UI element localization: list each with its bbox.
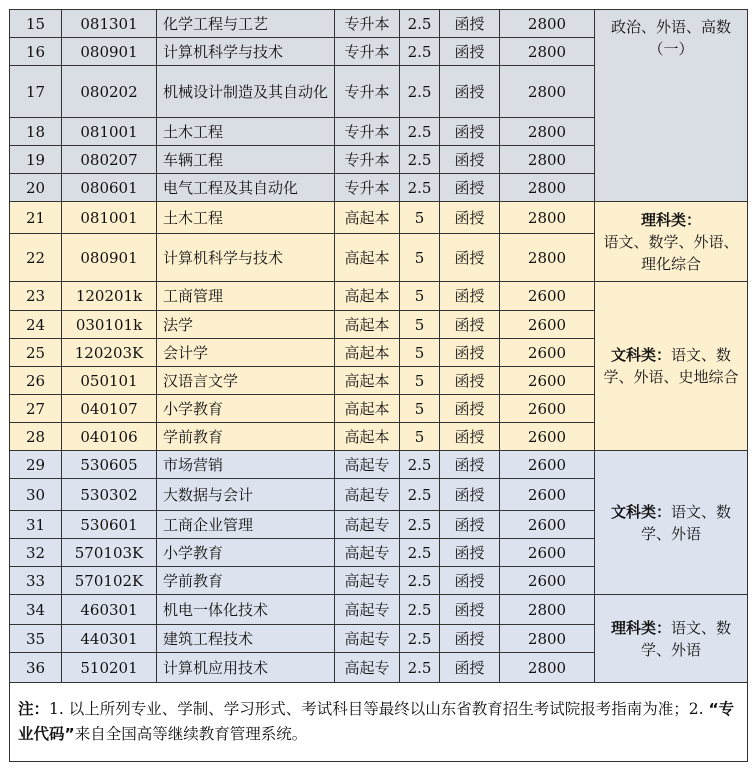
major-name-cell: 计算机科学与技术 <box>157 234 335 282</box>
major-code-cell: 530605 <box>62 451 157 479</box>
study-mode-cell: 函授 <box>440 395 500 423</box>
duration-cell: 2.5 <box>400 10 440 38</box>
tuition-cell: 2800 <box>500 66 595 118</box>
major-name-cell: 机械设计制造及其自动化 <box>157 66 335 118</box>
major-name-cell: 机电一体化技术 <box>157 595 335 625</box>
study-mode-cell: 函授 <box>440 66 500 118</box>
tuition-cell: 2800 <box>500 10 595 38</box>
tuition-cell: 2800 <box>500 234 595 282</box>
duration-cell: 2.5 <box>400 653 440 683</box>
level-cell: 专升本 <box>335 66 400 118</box>
tuition-cell: 2800 <box>500 38 595 66</box>
level-cell: 专升本 <box>335 146 400 174</box>
duration-cell: 5 <box>400 395 440 423</box>
duration-cell: 5 <box>400 339 440 367</box>
level-cell: 高起本 <box>335 367 400 395</box>
major-code-cell: 080901 <box>62 38 157 66</box>
row-number-cell: 27 <box>10 395 62 423</box>
exam-subjects-cell <box>595 10 748 202</box>
tuition-cell: 2600 <box>500 539 595 567</box>
duration-cell: 5 <box>400 367 440 395</box>
row-number-cell: 30 <box>10 479 62 511</box>
exam-subjects-cell <box>595 202 748 282</box>
tuition-cell: 2600 <box>500 311 595 339</box>
duration-cell: 2.5 <box>400 38 440 66</box>
duration-cell: 2.5 <box>400 511 440 539</box>
study-mode-cell: 函授 <box>440 10 500 38</box>
table-row <box>10 595 748 625</box>
row-number-cell: 16 <box>10 38 62 66</box>
study-mode-cell: 函授 <box>440 423 500 451</box>
major-name-cell: 土木工程 <box>157 118 335 146</box>
major-name-cell: 大数据与会计 <box>157 479 335 511</box>
table-row <box>10 202 748 234</box>
major-name-cell: 学前教育 <box>157 423 335 451</box>
level-cell: 高起专 <box>335 511 400 539</box>
row-number-cell: 36 <box>10 653 62 683</box>
exam-subjects-text: 语文、数学、外语、史地综合 <box>603 346 739 386</box>
study-mode-cell: 函授 <box>440 367 500 395</box>
level-cell: 高起本 <box>335 395 400 423</box>
tuition-cell: 2600 <box>500 423 595 451</box>
tuition-cell: 2800 <box>500 653 595 683</box>
tuition-cell: 2600 <box>500 282 595 311</box>
row-number-cell: 29 <box>10 451 62 479</box>
row-number-cell: 15 <box>10 10 62 38</box>
major-name-cell: 建筑工程技术 <box>157 625 335 653</box>
study-mode-cell: 函授 <box>440 479 500 511</box>
exam-subjects-cell <box>595 282 748 451</box>
major-name-cell: 工商企业管理 <box>157 511 335 539</box>
exam-subjects-text: 语文、数学、外语 <box>640 502 732 543</box>
study-mode-cell: 函授 <box>440 451 500 479</box>
row-number-cell: 21 <box>10 202 62 234</box>
row-number-cell: 28 <box>10 423 62 451</box>
study-mode-cell: 函授 <box>440 339 500 367</box>
tuition-cell: 2600 <box>500 451 595 479</box>
study-mode-cell: 函授 <box>440 234 500 282</box>
level-cell: 高起本 <box>335 202 400 234</box>
tuition-cell: 2800 <box>500 174 595 202</box>
majors-table-container <box>9 9 747 762</box>
major-code-cell: 530601 <box>62 511 157 539</box>
tuition-cell: 2800 <box>500 118 595 146</box>
major-name-cell: 学前教育 <box>157 567 335 595</box>
row-number-cell: 17 <box>10 66 62 118</box>
major-code-cell: 120203K <box>62 339 157 367</box>
study-mode-cell: 函授 <box>440 174 500 202</box>
study-mode-cell: 函授 <box>440 567 500 595</box>
study-mode-cell: 函授 <box>440 118 500 146</box>
major-code-cell: 081301 <box>62 10 157 38</box>
row-number-cell: 31 <box>10 511 62 539</box>
note-text-end: 来自全国高等继续教育管理系统。 <box>74 725 308 743</box>
note-cell <box>10 683 748 762</box>
tuition-cell: 2600 <box>500 511 595 539</box>
major-code-cell: 030101k <box>62 311 157 339</box>
major-code-cell: 040107 <box>62 395 157 423</box>
exam-subjects-text: 政治、外语、高数（一） <box>610 18 731 58</box>
duration-cell: 2.5 <box>400 625 440 653</box>
major-code-cell: 120201k <box>62 282 157 311</box>
duration-cell: 2.5 <box>400 451 440 479</box>
level-cell: 高起本 <box>335 234 400 282</box>
major-name-cell: 化学工程与工艺 <box>157 10 335 38</box>
level-cell: 高起专 <box>335 595 400 625</box>
major-code-cell: 080207 <box>62 146 157 174</box>
exam-subjects-cell <box>595 595 748 683</box>
row-number-cell: 35 <box>10 625 62 653</box>
row-number-cell: 26 <box>10 367 62 395</box>
row-number-cell: 24 <box>10 311 62 339</box>
duration-cell: 2.5 <box>400 174 440 202</box>
study-mode-cell: 函授 <box>440 595 500 625</box>
tuition-cell: 2600 <box>500 479 595 511</box>
major-code-cell: 080601 <box>62 174 157 202</box>
exam-category-label: 文科类： <box>610 502 671 521</box>
major-code-cell: 510201 <box>62 653 157 683</box>
level-cell: 高起本 <box>335 311 400 339</box>
note-row <box>10 683 748 762</box>
major-name-cell: 工商管理 <box>157 282 335 311</box>
major-code-cell: 440301 <box>62 625 157 653</box>
major-name-cell: 市场营销 <box>157 451 335 479</box>
duration-cell: 2.5 <box>400 539 440 567</box>
duration-cell: 2.5 <box>400 66 440 118</box>
duration-cell: 5 <box>400 282 440 311</box>
tuition-cell: 2800 <box>500 595 595 625</box>
study-mode-cell: 函授 <box>440 625 500 653</box>
note-label: 注： <box>18 700 50 718</box>
major-name-cell: 车辆工程 <box>157 146 335 174</box>
study-mode-cell: 函授 <box>440 311 500 339</box>
level-cell: 高起专 <box>335 625 400 653</box>
exam-subjects-text: 语文、数学、外语、理化综合 <box>603 232 739 273</box>
row-number-cell: 25 <box>10 339 62 367</box>
tuition-cell: 2600 <box>500 395 595 423</box>
tuition-cell: 2800 <box>500 146 595 174</box>
row-number-cell: 32 <box>10 539 62 567</box>
duration-cell: 5 <box>400 234 440 282</box>
major-code-cell: 040106 <box>62 423 157 451</box>
row-number-cell: 19 <box>10 146 62 174</box>
row-number-cell: 33 <box>10 567 62 595</box>
major-name-cell: 电气工程及其自动化 <box>157 174 335 202</box>
major-name-cell: 计算机科学与技术 <box>157 38 335 66</box>
level-cell: 高起专 <box>335 567 400 595</box>
level-cell: 高起本 <box>335 339 400 367</box>
row-number-cell: 18 <box>10 118 62 146</box>
study-mode-cell: 函授 <box>440 146 500 174</box>
study-mode-cell: 函授 <box>440 539 500 567</box>
level-cell: 高起专 <box>335 539 400 567</box>
level-cell: 高起本 <box>335 282 400 311</box>
table-row <box>10 10 748 38</box>
major-code-cell: 081001 <box>62 118 157 146</box>
level-cell: 专升本 <box>335 38 400 66</box>
exam-category-label: 文科类： <box>610 346 671 364</box>
major-code-cell: 570103K <box>62 539 157 567</box>
exam-subjects-text: 语文、数学、外语 <box>640 618 732 659</box>
study-mode-cell: 函授 <box>440 511 500 539</box>
major-name-cell: 土木工程 <box>157 202 335 234</box>
major-name-cell: 会计学 <box>157 339 335 367</box>
major-name-cell: 汉语言文学 <box>157 367 335 395</box>
major-code-cell: 081001 <box>62 202 157 234</box>
major-code-cell: 080202 <box>62 66 157 118</box>
major-name-cell: 小学教育 <box>157 395 335 423</box>
exam-subjects-cell <box>595 451 748 595</box>
major-code-cell: 460301 <box>62 595 157 625</box>
note-emphasis: “专业代码” <box>18 700 735 743</box>
table-row <box>10 282 748 311</box>
tuition-cell: 2800 <box>500 202 595 234</box>
majors-table-body <box>10 10 748 762</box>
tuition-cell: 2600 <box>500 567 595 595</box>
major-name-cell: 法学 <box>157 311 335 339</box>
study-mode-cell: 函授 <box>440 38 500 66</box>
study-mode-cell: 函授 <box>440 282 500 311</box>
major-code-cell: 080901 <box>62 234 157 282</box>
duration-cell: 2.5 <box>400 595 440 625</box>
row-number-cell: 20 <box>10 174 62 202</box>
major-code-cell: 050101 <box>62 367 157 395</box>
duration-cell: 2.5 <box>400 118 440 146</box>
majors-table <box>9 9 748 762</box>
level-cell: 专升本 <box>335 118 400 146</box>
major-name-cell: 计算机应用技术 <box>157 653 335 683</box>
row-number-cell: 34 <box>10 595 62 625</box>
duration-cell: 2.5 <box>400 479 440 511</box>
tuition-cell: 2800 <box>500 625 595 653</box>
level-cell: 专升本 <box>335 174 400 202</box>
duration-cell: 5 <box>400 311 440 339</box>
tuition-cell: 2600 <box>500 339 595 367</box>
level-cell: 高起专 <box>335 451 400 479</box>
study-mode-cell: 函授 <box>440 653 500 683</box>
exam-category-label: 理科类： <box>610 618 671 637</box>
duration-cell: 5 <box>400 202 440 234</box>
exam-category-label: 理科类： <box>640 210 701 229</box>
note-text: 1. 以上所列专业、学制、学习形式、考试科目等最终以山东省教育招生考试院报考指南为准；2. <box>49 700 709 718</box>
major-name-cell: 小学教育 <box>157 539 335 567</box>
level-cell: 高起专 <box>335 479 400 511</box>
table-row <box>10 451 748 479</box>
tuition-cell: 2600 <box>500 367 595 395</box>
row-number-cell: 22 <box>10 234 62 282</box>
major-code-cell: 530302 <box>62 479 157 511</box>
level-cell: 高起本 <box>335 423 400 451</box>
row-number-cell: 23 <box>10 282 62 311</box>
study-mode-cell: 函授 <box>440 202 500 234</box>
duration-cell: 5 <box>400 423 440 451</box>
duration-cell: 2.5 <box>400 567 440 595</box>
level-cell: 专升本 <box>335 10 400 38</box>
duration-cell: 2.5 <box>400 146 440 174</box>
major-code-cell: 570102K <box>62 567 157 595</box>
level-cell: 高起专 <box>335 653 400 683</box>
